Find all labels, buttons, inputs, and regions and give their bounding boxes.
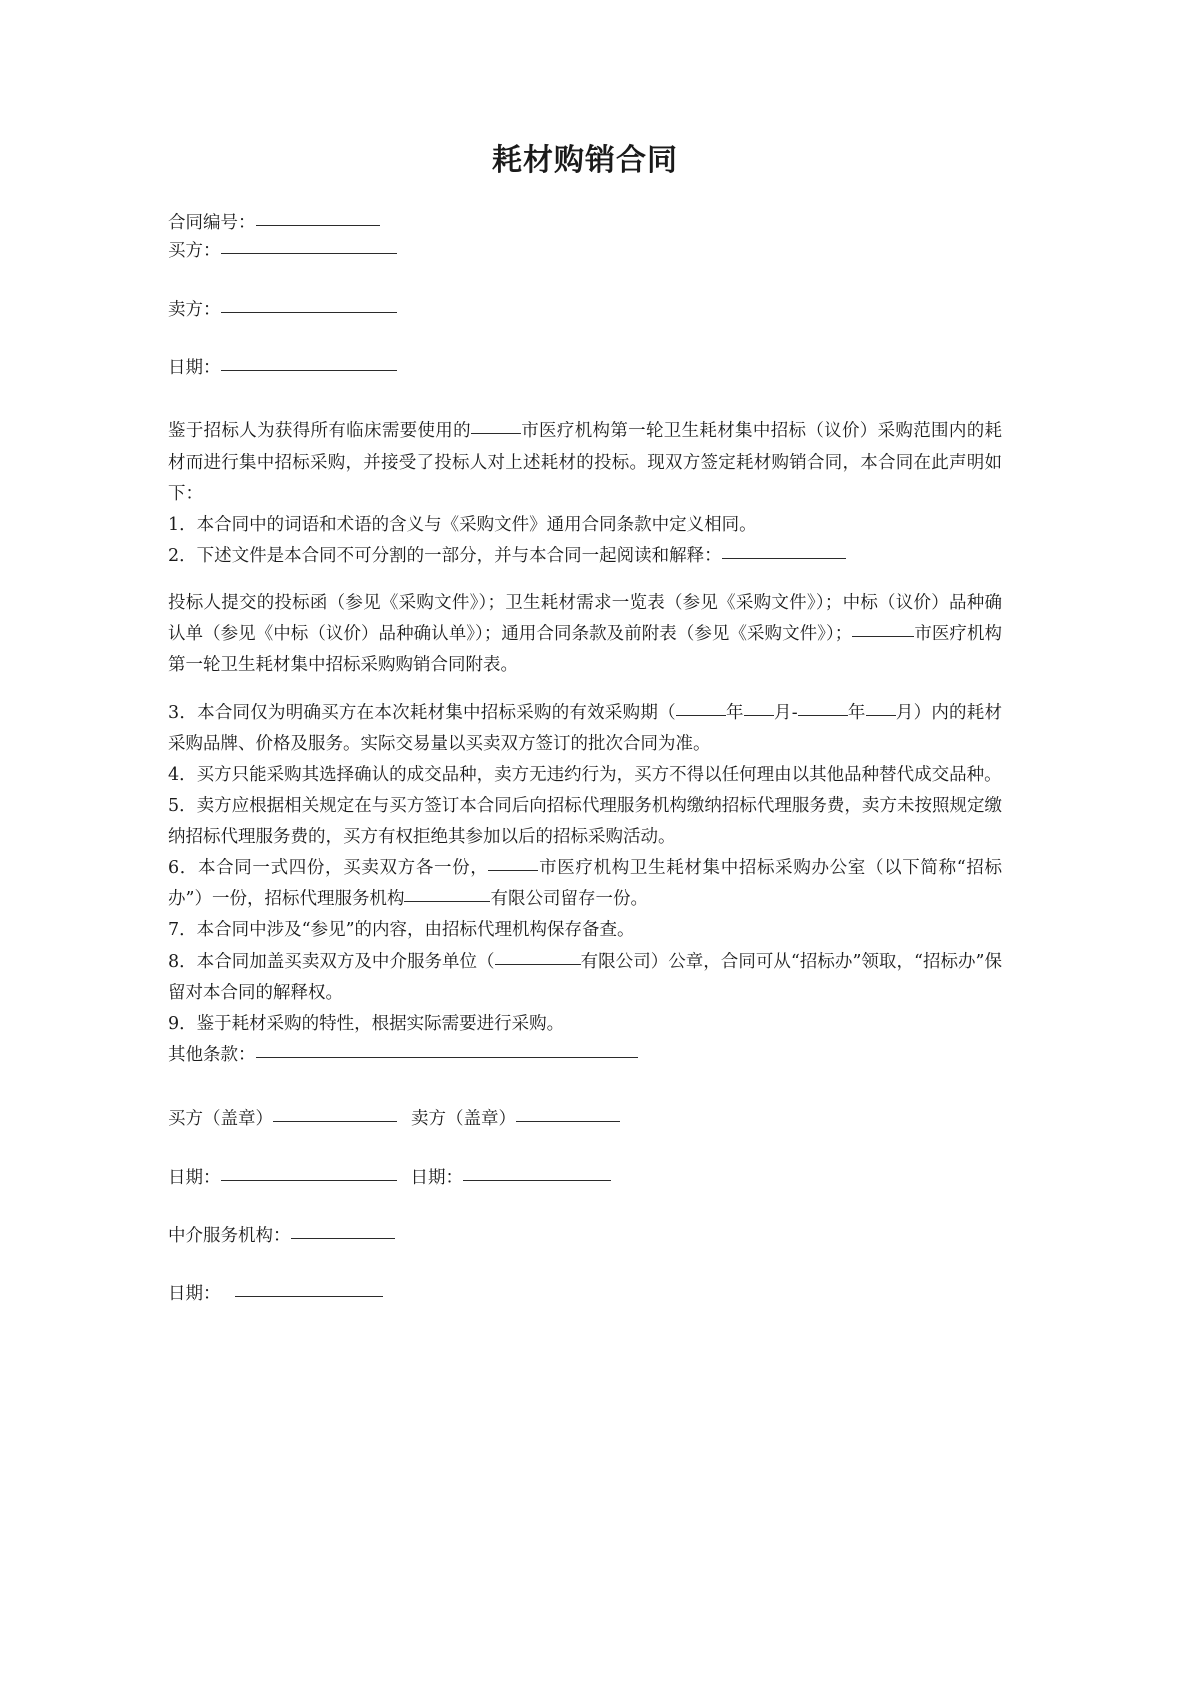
clause-3-year-start-blank[interactable] <box>676 715 726 716</box>
seller-seal-blank[interactable] <box>516 1121 620 1122</box>
buyer-seal-label: 买方（盖章） <box>168 1109 273 1130</box>
clause-6-city-blank[interactable] <box>488 870 538 871</box>
document-body <box>168 416 1002 1071</box>
spacer <box>168 682 1002 698</box>
field-blank-seller[interactable] <box>221 312 397 313</box>
agency-label: 中介服务机构： <box>168 1225 291 1246</box>
signature-section <box>168 1105 1002 1308</box>
seller-date-label: 日期： <box>410 1167 463 1188</box>
spacer <box>168 1192 1002 1222</box>
buyer-date-blank[interactable] <box>221 1180 397 1181</box>
field-seller <box>168 296 1002 324</box>
clause-8-text-b: 有限公司）公章，合同可从“招标办”领取，“招标办”保留对本合同的解释权。 <box>168 951 1002 1003</box>
field-label-contract-number: 合同编号： <box>168 213 256 233</box>
field-date <box>168 354 1002 382</box>
clause-7: 7．本合同中涉及“参见”的内容，由招标代理机构保存备查。 <box>168 920 635 941</box>
clause-8 <box>168 947 1002 1009</box>
field-blank-buyer[interactable] <box>221 253 397 254</box>
preamble-part-2: 市医疗机构第一轮卫生耗材集中招标（议价）采购范围内的耗材而进行集中招标采购，并接受了投标人对上述耗材的投标。现双方签定耗材购销合同，本合同在此声明如下： <box>168 421 1003 504</box>
attachments-part-2: 市医疗机构第一轮卫生耗材集中招标采购购销合同附表。 <box>168 624 1003 676</box>
agency-date-row <box>168 1280 1002 1308</box>
buyer-seal-blank[interactable] <box>273 1121 397 1122</box>
clause-9: 9．鉴于耗材采购的特性，根据实际需要进行采购。 <box>168 1013 565 1034</box>
seller-seal-label: 卖方（盖章） <box>411 1109 516 1130</box>
clause-3-month-start-blank[interactable] <box>744 715 774 716</box>
clause-3-text-d: 年 <box>847 702 866 723</box>
attachments-city-blank[interactable] <box>852 636 914 637</box>
attachments-paragraph <box>168 588 1002 681</box>
buyer-date-label: 日期： <box>168 1167 221 1188</box>
field-blank-contract-number[interactable] <box>256 225 380 226</box>
spacer <box>168 324 1002 354</box>
clause-6-text-a: 6．本合同一式四份，买卖双方各一份， <box>168 858 489 879</box>
field-buyer <box>168 237 1002 265</box>
other-terms <box>168 1040 1002 1071</box>
spacer <box>168 382 1002 416</box>
clause-3-text-c: 月- <box>773 702 798 723</box>
clause-8-text-a: 8．本合同加盖买卖双方及中介服务单位（ <box>168 951 495 972</box>
spacer <box>168 266 1002 296</box>
clause-1: 1．本合同中的词语和术语的含义与《采购文件》通用合同条款中定义相同。 <box>168 514 757 535</box>
clause-2-blank[interactable] <box>722 558 846 559</box>
document-content <box>168 138 1002 1309</box>
attachments-part-1: 投标人提交的投标函（参见《采购文件》）；卫生耗材需求一览表（参见《采购文件》）；中标（议价）品种确认单（参见《中标（议价）品种确认单》）；通用合同条款及前附表（参见《采购文件》）； <box>168 593 1002 645</box>
clause-2-text: 2．下述文件是本合同不可分割的一部分，并与本合同一起阅读和解释： <box>168 545 722 566</box>
preamble-city-blank[interactable] <box>471 433 521 434</box>
page-title: 耗材购销合同 <box>492 143 678 178</box>
field-label-buyer: 买方： <box>168 241 221 262</box>
agency-date-blank[interactable] <box>235 1296 383 1297</box>
clause-5: 5．卖方应根据相关规定在与买方签订本合同后向招标代理服务机构缴纳招标代理服务费，卖方未按照规定缴纳招标代理服务费的，买方有权拒绝其参加以后的招标采购活动。 <box>168 795 1002 848</box>
other-terms-label: 其他条款： <box>168 1045 256 1066</box>
date-row <box>168 1164 1002 1192</box>
spacer <box>168 1134 1002 1164</box>
clause-6-agency-blank[interactable] <box>404 901 490 902</box>
field-label-seller: 卖方： <box>168 299 221 320</box>
field-blank-date[interactable] <box>221 370 397 371</box>
spacer <box>168 1250 1002 1280</box>
spacer <box>168 1071 1002 1105</box>
field-label-date: 日期： <box>168 358 221 379</box>
clause-6-text-b: 市医疗机构卫生耗材集中招标采购办公室（以下简称“招标办”）一份，招标代理服务机构 <box>168 858 1002 910</box>
clause-3-month-end-blank[interactable] <box>866 715 896 716</box>
clause-6-text-c: 有限公司留存一份。 <box>490 889 648 910</box>
clause-2 <box>168 541 1002 572</box>
preamble-paragraph <box>168 416 1002 509</box>
clause-3-text-b: 年 <box>725 702 744 723</box>
clause-3-year-end-blank[interactable] <box>798 715 848 716</box>
clause-3-text-e: 月）内的耗材采购品牌、价格及服务。实际交易量以买卖双方签订的批次合同为准。 <box>168 702 1003 754</box>
clause-6 <box>168 853 1002 915</box>
preamble-part-1: 鉴于招标人为获得所有临床需要使用的 <box>168 421 471 442</box>
field-contract-number <box>168 209 1002 237</box>
other-terms-blank[interactable] <box>256 1057 638 1058</box>
clause-8-company-blank[interactable] <box>495 964 581 965</box>
clause-3 <box>168 698 1002 760</box>
seller-date-blank[interactable] <box>463 1180 611 1181</box>
header-fields <box>168 209 1002 382</box>
seal-row <box>168 1105 1002 1133</box>
spacer <box>168 572 1002 588</box>
clause-4: 4．买方只能采购其选择确认的成交品种，卖方无违约行为，买方不得以任何理由以其他品种替代成交品种。 <box>168 764 1002 785</box>
agency-blank[interactable] <box>291 1238 395 1239</box>
clause-3-text-a: 3．本合同仅为明确买方在本次耗材集中招标采购的有效采购期（ <box>168 702 676 723</box>
agency-row <box>168 1222 1002 1250</box>
agency-date-label: 日期： <box>168 1284 221 1305</box>
